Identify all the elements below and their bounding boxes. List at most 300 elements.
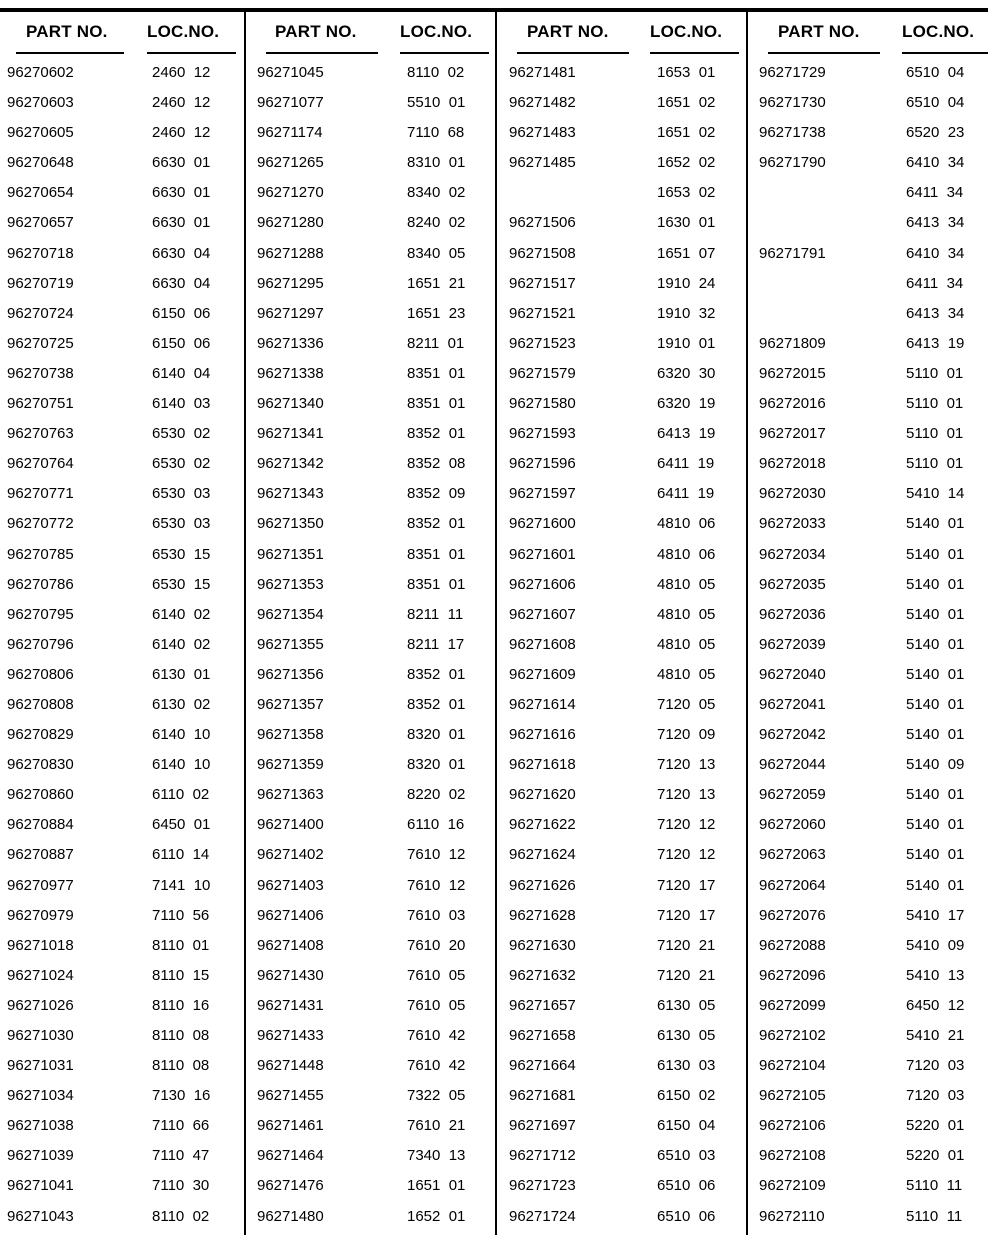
table-row <box>748 997 988 1027</box>
location-number: 6130 02 <box>152 695 211 713</box>
location-number: 8220 02 <box>407 786 466 804</box>
location-number: 8340 05 <box>407 244 466 262</box>
part-number: 96271041 <box>7 1177 74 1195</box>
location-number: 1651 02 <box>657 94 716 112</box>
table-row <box>748 64 988 94</box>
table-row <box>748 756 988 786</box>
part-number: 96272059 <box>759 786 826 804</box>
location-number: 5140 01 <box>906 695 965 713</box>
part-number: 96271681 <box>509 1087 576 1105</box>
column-3 <box>495 12 748 1235</box>
location-number: 8352 08 <box>407 455 466 473</box>
location-number: 7120 12 <box>657 816 716 834</box>
location-number: 6530 02 <box>152 425 211 443</box>
table-row <box>497 335 748 365</box>
location-number: 5110 01 <box>906 364 964 382</box>
table-row <box>748 816 988 846</box>
part-number: 96271406 <box>257 906 324 924</box>
table-row <box>0 576 244 606</box>
location-number: 6110 02 <box>152 786 210 804</box>
part-number: 96271030 <box>7 1027 74 1044</box>
table-row <box>0 395 244 425</box>
table-row <box>748 515 988 545</box>
table-row <box>497 124 748 154</box>
table-row <box>497 937 748 967</box>
part-number: 96271024 <box>7 966 74 984</box>
table-row <box>497 485 748 515</box>
table-row <box>0 666 244 696</box>
location-number: 6450 01 <box>152 816 211 834</box>
table-row <box>748 1177 988 1207</box>
part-number: 96271620 <box>509 786 576 804</box>
part-number: 96270605 <box>7 124 74 142</box>
part-number: 96272040 <box>759 665 826 683</box>
table-row <box>497 756 748 786</box>
location-number: 1651 07 <box>657 244 716 262</box>
part-number: 96272039 <box>759 635 826 653</box>
location-number: 6630 04 <box>152 244 211 262</box>
location-number: 7120 05 <box>657 695 716 713</box>
part-number: 96271431 <box>257 996 324 1014</box>
part-number: 96271600 <box>509 515 576 533</box>
location-number: 5410 21 <box>906 1027 965 1044</box>
part-number: 96272041 <box>759 695 826 713</box>
location-number: 6140 03 <box>152 395 211 413</box>
part-number: 96271791 <box>759 244 826 262</box>
table-row <box>748 967 988 997</box>
location-number: 7110 56 <box>152 906 210 924</box>
location-number: 6110 14 <box>152 846 210 864</box>
location-number: 4810 06 <box>657 515 716 533</box>
table-row <box>0 636 244 666</box>
location-number: 8110 02 <box>407 64 465 81</box>
location-number: 7322 05 <box>407 1087 466 1105</box>
table-row <box>748 1208 988 1238</box>
location-number: 6413 19 <box>657 425 716 443</box>
table-row <box>0 997 244 1027</box>
location-number: 5140 01 <box>906 816 965 834</box>
part-number: 96270979 <box>7 906 74 924</box>
location-number: 7610 42 <box>407 1057 466 1075</box>
part-number: 96271712 <box>509 1147 576 1165</box>
location-number: 7120 13 <box>657 786 716 804</box>
location-number: 8110 16 <box>152 996 210 1014</box>
table-row <box>246 606 497 636</box>
table-row <box>246 154 497 184</box>
part-number: 96270808 <box>7 695 74 713</box>
location-number: 6150 04 <box>657 1117 716 1135</box>
table-row <box>497 1147 748 1177</box>
loc-no-header: LOC.NO. <box>902 22 975 41</box>
table-row <box>246 576 497 606</box>
location-number: 6630 01 <box>152 214 211 232</box>
location-number: 7120 03 <box>906 1087 965 1105</box>
table-row <box>497 1208 748 1238</box>
part-number: 96271295 <box>257 274 324 292</box>
part-number: 96271481 <box>509 64 576 81</box>
table-row <box>246 395 497 425</box>
location-number: 8110 02 <box>152 1207 210 1225</box>
location-number: 8310 01 <box>407 154 466 172</box>
part-number: 96271616 <box>509 726 576 744</box>
location-number: 8110 01 <box>152 936 210 954</box>
location-number: 7141 10 <box>152 876 211 894</box>
part-number: 96271342 <box>257 455 324 473</box>
table-row <box>497 576 748 606</box>
location-number: 7610 20 <box>407 936 466 954</box>
table-row <box>497 64 748 94</box>
table-row <box>246 485 497 515</box>
rows <box>246 64 497 1238</box>
location-number: 5510 01 <box>407 94 466 112</box>
part-number: 96271039 <box>7 1147 74 1165</box>
part-number: 96270648 <box>7 154 74 172</box>
part-number: 96271607 <box>509 605 576 623</box>
location-number: 5140 01 <box>906 575 965 593</box>
location-number: 1653 01 <box>657 64 716 81</box>
table-row <box>0 275 244 305</box>
rows <box>748 64 988 1238</box>
location-number: 6413 19 <box>906 334 965 352</box>
part-number: 96271077 <box>257 94 324 112</box>
table-row <box>246 1027 497 1057</box>
loc-no-underline <box>650 52 739 54</box>
part-number: 96271448 <box>257 1057 324 1075</box>
table-row <box>748 94 988 124</box>
location-number: 6411 19 <box>657 485 715 503</box>
location-number: 6510 03 <box>657 1147 716 1165</box>
location-number: 1630 01 <box>657 214 716 232</box>
table-row <box>748 937 988 967</box>
location-number: 8211 01 <box>407 334 465 352</box>
location-number: 7120 17 <box>657 906 716 924</box>
location-number: 8351 01 <box>407 364 466 382</box>
location-number: 7610 12 <box>407 876 466 894</box>
location-number: 6530 03 <box>152 515 211 533</box>
location-number: 1653 02 <box>657 184 716 202</box>
location-number: 7610 05 <box>407 996 466 1014</box>
location-number: 5140 09 <box>906 756 965 774</box>
table-row <box>0 726 244 756</box>
table-row <box>497 184 748 214</box>
part-number: 96271608 <box>509 635 576 653</box>
location-number: 5140 01 <box>906 605 965 623</box>
location-number: 8320 01 <box>407 726 466 744</box>
location-number: 8352 09 <box>407 485 466 503</box>
location-number: 7120 13 <box>657 756 716 774</box>
location-number: 6450 12 <box>906 996 965 1014</box>
part-number: 96271343 <box>257 485 324 503</box>
table-row <box>497 636 748 666</box>
table-row <box>748 786 988 816</box>
table-row <box>0 154 244 184</box>
location-number: 6411 19 <box>657 455 715 473</box>
location-number: 5410 14 <box>906 485 965 503</box>
part-no-header: PART NO. <box>275 22 357 41</box>
part-number: 96271336 <box>257 334 324 352</box>
part-number: 96271626 <box>509 876 576 894</box>
location-number: 8211 17 <box>407 635 465 653</box>
part-number: 96271593 <box>509 425 576 443</box>
table-row <box>748 576 988 606</box>
part-number: 96271270 <box>257 184 324 202</box>
part-number: 96271402 <box>257 846 324 864</box>
part-number: 96270860 <box>7 786 74 804</box>
table-row <box>246 184 497 214</box>
table-row <box>0 64 244 94</box>
table-row <box>246 275 497 305</box>
table-row <box>246 425 497 455</box>
location-number: 1651 01 <box>407 1177 466 1195</box>
table-row <box>497 997 748 1027</box>
part-number: 96271614 <box>509 695 576 713</box>
location-number: 1652 02 <box>657 154 716 172</box>
location-number: 1651 02 <box>657 124 716 142</box>
table-row <box>246 997 497 1027</box>
table-row <box>246 877 497 907</box>
part-number: 96272102 <box>759 1027 826 1044</box>
location-number: 7120 21 <box>657 936 716 954</box>
location-number: 6413 34 <box>906 304 965 322</box>
part-no-underline <box>517 52 629 54</box>
location-number: 7610 03 <box>407 906 466 924</box>
part-number: 96272105 <box>759 1087 826 1105</box>
part-number: 96271359 <box>257 756 324 774</box>
part-number: 96272088 <box>759 936 826 954</box>
part-number: 96271403 <box>257 876 324 894</box>
table-row <box>0 365 244 395</box>
part-number: 96271628 <box>509 906 576 924</box>
part-no-underline <box>266 52 378 54</box>
table-row <box>0 877 244 907</box>
location-number: 6520 23 <box>906 124 965 142</box>
table-row <box>0 515 244 545</box>
location-number: 5140 01 <box>906 545 965 563</box>
table-row <box>0 124 244 154</box>
location-number: 8352 01 <box>407 665 466 683</box>
part-number: 96272034 <box>759 545 826 563</box>
table-row <box>246 305 497 335</box>
table-row <box>497 1057 748 1087</box>
column-1 <box>0 12 244 1235</box>
part-number: 96271455 <box>257 1087 324 1105</box>
location-number: 1910 32 <box>657 304 716 322</box>
table-row <box>0 696 244 726</box>
table-row <box>497 214 748 244</box>
location-number: 4810 06 <box>657 545 716 563</box>
location-number: 7110 47 <box>152 1147 210 1165</box>
location-number: 6130 03 <box>657 1057 716 1075</box>
table-row <box>497 846 748 876</box>
table-row <box>0 546 244 576</box>
table-row <box>0 1147 244 1177</box>
part-number: 96271034 <box>7 1087 74 1105</box>
table-row <box>0 1087 244 1117</box>
location-number: 6410 34 <box>906 154 965 172</box>
table-row <box>0 455 244 485</box>
part-number: 96270795 <box>7 605 74 623</box>
location-number: 5410 09 <box>906 936 965 954</box>
location-number: 5140 01 <box>906 726 965 744</box>
table-row <box>0 245 244 275</box>
part-number: 96271363 <box>257 786 324 804</box>
part-number: 96272042 <box>759 726 826 744</box>
table-row <box>497 786 748 816</box>
location-number: 6530 15 <box>152 545 211 563</box>
part-number: 96270806 <box>7 665 74 683</box>
location-number: 6510 06 <box>657 1177 716 1195</box>
part-number: 96271031 <box>7 1057 74 1075</box>
table-row <box>0 1057 244 1087</box>
table-row <box>497 425 748 455</box>
table-row <box>0 1027 244 1057</box>
location-number: 8211 11 <box>407 605 464 623</box>
location-number: 6530 15 <box>152 575 211 593</box>
location-number: 6530 02 <box>152 455 211 473</box>
column-2 <box>244 12 497 1235</box>
part-number: 96271480 <box>257 1207 324 1225</box>
part-number: 96272035 <box>759 575 826 593</box>
location-number: 5140 01 <box>906 876 965 894</box>
table-row <box>246 214 497 244</box>
table-row <box>497 907 748 937</box>
loc-no-underline <box>400 52 489 54</box>
location-number: 2460 12 <box>152 64 211 81</box>
table-row <box>497 94 748 124</box>
table-row <box>497 395 748 425</box>
part-number: 96270763 <box>7 425 74 443</box>
table-row <box>748 1117 988 1147</box>
part-number: 96272096 <box>759 966 826 984</box>
location-number: 6411 34 <box>906 274 964 292</box>
part-no-header: PART NO. <box>527 22 609 41</box>
table-row <box>497 305 748 335</box>
location-number: 7610 21 <box>407 1117 466 1135</box>
location-number: 7110 30 <box>152 1177 210 1195</box>
table-row <box>246 94 497 124</box>
table-row <box>246 1087 497 1117</box>
table-row <box>497 1177 748 1207</box>
table-row <box>0 937 244 967</box>
table-row <box>246 245 497 275</box>
part-number: 96270786 <box>7 575 74 593</box>
location-number: 5140 01 <box>906 665 965 683</box>
part-number: 96270884 <box>7 816 74 834</box>
part-number: 96271341 <box>257 425 324 443</box>
part-number: 96272109 <box>759 1177 826 1195</box>
location-number: 7110 68 <box>407 124 465 142</box>
table-row <box>497 546 748 576</box>
table-row <box>246 515 497 545</box>
part-number: 96271026 <box>7 996 74 1014</box>
table-row <box>497 696 748 726</box>
part-number: 96271353 <box>257 575 324 593</box>
part-number: 96271356 <box>257 665 324 683</box>
table-row <box>497 967 748 997</box>
location-number: 2460 12 <box>152 124 211 142</box>
location-number: 5140 01 <box>906 515 965 533</box>
part-number: 96271596 <box>509 455 576 473</box>
table-row <box>497 606 748 636</box>
location-number: 8351 01 <box>407 575 466 593</box>
part-number: 96270738 <box>7 364 74 382</box>
table-row <box>748 606 988 636</box>
part-number: 96271482 <box>509 94 576 112</box>
table-row <box>246 756 497 786</box>
location-number: 5110 01 <box>906 425 964 443</box>
table-row <box>0 1117 244 1147</box>
part-number: 96271790 <box>759 154 826 172</box>
location-number: 5140 01 <box>906 786 965 804</box>
part-number: 96271523 <box>509 334 576 352</box>
location-number: 6130 05 <box>657 996 716 1014</box>
part-number: 96271174 <box>257 124 323 142</box>
part-number: 96270829 <box>7 726 74 744</box>
table-row <box>0 786 244 816</box>
part-number: 96271464 <box>257 1147 324 1165</box>
part-number: 96271730 <box>759 94 826 112</box>
part-number: 96271632 <box>509 966 576 984</box>
table-row <box>748 245 988 275</box>
location-number: 1910 01 <box>657 334 716 352</box>
location-number: 6413 34 <box>906 214 965 232</box>
table-row <box>497 365 748 395</box>
part-number: 96270887 <box>7 846 74 864</box>
location-number: 4810 05 <box>657 635 716 653</box>
table-row <box>0 846 244 876</box>
table-row <box>748 124 988 154</box>
table-row <box>497 455 748 485</box>
location-number: 1651 23 <box>407 304 466 322</box>
location-number: 8351 01 <box>407 395 466 413</box>
location-number: 6411 34 <box>906 184 964 202</box>
table-row <box>246 636 497 666</box>
location-number: 6320 19 <box>657 395 716 413</box>
location-number: 6140 02 <box>152 635 211 653</box>
table-row <box>0 184 244 214</box>
part-number: 96271601 <box>509 545 576 563</box>
location-number: 4810 05 <box>657 665 716 683</box>
location-number: 6140 10 <box>152 726 211 744</box>
part-number: 96271400 <box>257 816 324 834</box>
part-no-header: PART NO. <box>26 22 108 41</box>
part-number: 96270719 <box>7 274 74 292</box>
part-number: 96271724 <box>509 1207 576 1225</box>
table-row <box>0 606 244 636</box>
location-number: 7120 12 <box>657 846 716 864</box>
location-number: 6510 04 <box>906 94 965 112</box>
table-row <box>497 1027 748 1057</box>
part-number: 96270764 <box>7 455 74 473</box>
part-number: 96271485 <box>509 154 576 172</box>
table-row <box>497 877 748 907</box>
part-number: 96272104 <box>759 1057 826 1075</box>
table-row <box>748 214 988 244</box>
table-row <box>0 94 244 124</box>
part-number: 96270830 <box>7 756 74 774</box>
table-row <box>246 726 497 756</box>
table-row <box>0 214 244 244</box>
part-number: 96271358 <box>257 726 324 744</box>
location-number: 6150 06 <box>152 304 211 322</box>
location-number: 4810 05 <box>657 605 716 623</box>
location-number: 7120 21 <box>657 966 716 984</box>
part-number: 96270718 <box>7 244 74 262</box>
part-number: 96271338 <box>257 364 324 382</box>
part-number: 96270654 <box>7 184 74 202</box>
location-number: 6510 06 <box>657 1207 716 1225</box>
location-number: 7120 03 <box>906 1057 965 1075</box>
